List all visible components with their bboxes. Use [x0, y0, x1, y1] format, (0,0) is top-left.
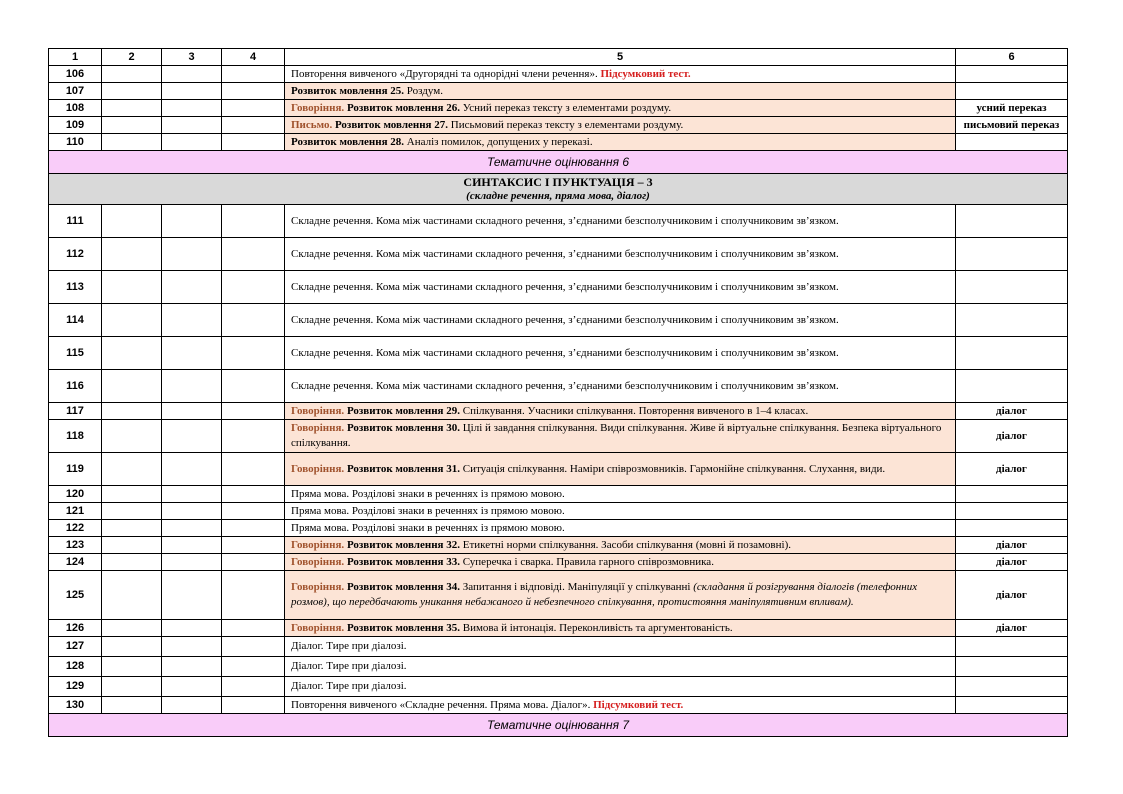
lesson-topic: Складне речення. Кома між частинами складного речення, з’єднаними безсполучниковим і сполучниковим зв’язком.: [285, 370, 956, 403]
lesson-number: 124: [49, 554, 102, 571]
table-row: [49, 453, 1068, 486]
column-header: 2: [102, 49, 162, 66]
thematic-assessment-row: [49, 714, 1068, 737]
result-label: діалог: [956, 420, 1068, 453]
lesson-topic: Пряма мова. Розділові знаки в реченнях із прямою мовою.: [285, 503, 956, 520]
column-header: 3: [162, 49, 222, 66]
lesson-topic: Розвиток мовлення 25. Роздум.: [285, 83, 956, 100]
table-row: [49, 304, 1068, 337]
column-header: 4: [222, 49, 285, 66]
table-row: [49, 537, 1068, 554]
lesson-topic: Діалог. Тире при діалозі.: [285, 657, 956, 677]
lesson-number: 109: [49, 117, 102, 134]
lesson-topic: Говоріння. Розвиток мовлення 35. Вимова й інтонація. Переконливість та аргументованість.: [285, 620, 956, 637]
lesson-number: 122: [49, 520, 102, 537]
result-label: діалог: [956, 537, 1068, 554]
table-row: [49, 238, 1068, 271]
table-row: [49, 271, 1068, 304]
result-label: діалог: [956, 554, 1068, 571]
table-row: [49, 657, 1068, 677]
thematic-assessment: Тематичне оцінювання 6: [49, 151, 1068, 174]
lesson-number: 120: [49, 486, 102, 503]
header-row: [49, 49, 1068, 66]
result-label: діалог: [956, 620, 1068, 637]
table-row: [49, 554, 1068, 571]
lesson-topic: Діалог. Тире при діалозі.: [285, 677, 956, 697]
result-label: діалог: [956, 453, 1068, 486]
lesson-number: 114: [49, 304, 102, 337]
lesson-number: 117: [49, 403, 102, 420]
lesson-topic: Говоріння. Розвиток мовлення 30. Цілі й завдання спілкування. Види спілкування. Живе й віртуальне спілкування. Безпека віртуального спілкування.: [285, 420, 956, 453]
table-row: [49, 420, 1068, 453]
table-row: [49, 620, 1068, 637]
table-row: [49, 117, 1068, 134]
lesson-topic: Складне речення. Кома між частинами складного речення, з’єднаними безсполучниковим і сполучниковим зв’язком.: [285, 304, 956, 337]
lesson-topic: Повторення вивченого «Складне речення. Пряма мова. Діалог». Підсумковий тест.: [285, 697, 956, 714]
section-subtitle: (складне речення, пряма мова, діалог): [466, 190, 650, 202]
final-test-label: Підсумковий тест.: [593, 698, 684, 711]
lesson-topic: Складне речення. Кома між частинами складного речення, з’єднаними безсполучниковим і сполучниковим зв’язком.: [285, 337, 956, 370]
lesson-number: 108: [49, 100, 102, 117]
table-row: [49, 571, 1068, 620]
lesson-number: 125: [49, 571, 102, 620]
table-row: [49, 697, 1068, 714]
lesson-number: 116: [49, 370, 102, 403]
thematic-assessment: Тематичне оцінювання 7: [49, 714, 1068, 737]
lesson-number: 128: [49, 657, 102, 677]
lesson-plan-table: [48, 48, 1068, 737]
lesson-topic: Говоріння. Розвиток мовлення 31. Ситуація спілкування. Наміри співрозмовників. Гармонійне спілкування. Слухання, види.: [285, 453, 956, 486]
lesson-topic: Розвиток мовлення 28. Аналіз помилок, допущених у переказі.: [285, 134, 956, 151]
table-row: [49, 677, 1068, 697]
table-row: [49, 66, 1068, 83]
lesson-topic: Говоріння. Розвиток мовлення 26. Усний переказ тексту з елементами роздуму.: [285, 100, 956, 117]
table-row: [49, 486, 1068, 503]
column-header: 6: [956, 49, 1068, 66]
lesson-topic: Діалог. Тире при діалозі.: [285, 637, 956, 657]
lesson-topic: Говоріння. Розвиток мовлення 33. Суперечка і сварка. Правила гарного співрозмовника.: [285, 554, 956, 571]
lesson-topic: Говоріння. Розвиток мовлення 34. Запитання і відповіді. Маніпуляції у спілкуванні (складання й розігрування діалогів (телефонних розмов), що передбачають уникання небажаного й небезпечного спілкування, протистояння маніпулятивним впливам).: [285, 571, 956, 620]
lesson-number: 126: [49, 620, 102, 637]
table-row: [49, 503, 1068, 520]
table-row: [49, 403, 1068, 420]
result-label: діалог: [956, 403, 1068, 420]
thematic-assessment-row: [49, 151, 1068, 174]
lesson-number: 110: [49, 134, 102, 151]
section-header-row: [49, 174, 1068, 205]
lesson-number: 107: [49, 83, 102, 100]
result-label: усний переказ: [956, 100, 1068, 117]
section-header: [49, 174, 1068, 205]
lesson-topic: Говоріння. Розвиток мовлення 29. Спілкування. Учасники спілкування. Повторення вивченого в 1–4 класах.: [285, 403, 956, 420]
table-row: [49, 337, 1068, 370]
lesson-topic: Письмо. Розвиток мовлення 27. Письмовий переказ тексту з елементами роздуму.: [285, 117, 956, 134]
section-title: СИНТАКСИС І ПУНКТУАЦІЯ – 3: [463, 175, 653, 189]
lesson-number: 121: [49, 503, 102, 520]
result-label: діалог: [956, 571, 1068, 620]
lesson-topic: Пряма мова. Розділові знаки в реченнях із прямою мовою.: [285, 486, 956, 503]
lesson-number: 106: [49, 66, 102, 83]
lesson-topic: Повторення вивченого «Другорядні та однорідні члени речення». Підсумковий тест.: [285, 66, 956, 83]
lesson-topic: Складне речення. Кома між частинами складного речення, з’єднаними безсполучниковим і сполучниковим зв’язком.: [285, 205, 956, 238]
lesson-topic: Складне речення. Кома між частинами складного речення, з’єднаними безсполучниковим і сполучниковим зв’язком.: [285, 238, 956, 271]
table-row: [49, 205, 1068, 238]
column-header: 1: [49, 49, 102, 66]
lesson-number: 118: [49, 420, 102, 453]
lesson-number: 111: [49, 205, 102, 238]
lesson-topic: Говоріння. Розвиток мовлення 32. Етикетні норми спілкування. Засоби спілкування (мовні й позамовні).: [285, 537, 956, 554]
lesson-number: 115: [49, 337, 102, 370]
lesson-number: 113: [49, 271, 102, 304]
lesson-topic: Складне речення. Кома між частинами складного речення, з’єднаними безсполучниковим і сполучниковим зв’язком.: [285, 271, 956, 304]
table-row: [49, 134, 1068, 151]
table-row: [49, 100, 1068, 117]
lesson-number: 129: [49, 677, 102, 697]
final-test-label: Підсумковий тест.: [600, 67, 691, 80]
lesson-number: 119: [49, 453, 102, 486]
lesson-number: 112: [49, 238, 102, 271]
lesson-topic: Пряма мова. Розділові знаки в реченнях із прямою мовою.: [285, 520, 956, 537]
lesson-number: 127: [49, 637, 102, 657]
result-label: письмовий переказ: [956, 117, 1068, 134]
lesson-number: 123: [49, 537, 102, 554]
table-row: [49, 83, 1068, 100]
table-row: [49, 520, 1068, 537]
lesson-number: 130: [49, 697, 102, 714]
table-row: [49, 370, 1068, 403]
column-header: 5: [285, 49, 956, 66]
table-row: [49, 637, 1068, 657]
